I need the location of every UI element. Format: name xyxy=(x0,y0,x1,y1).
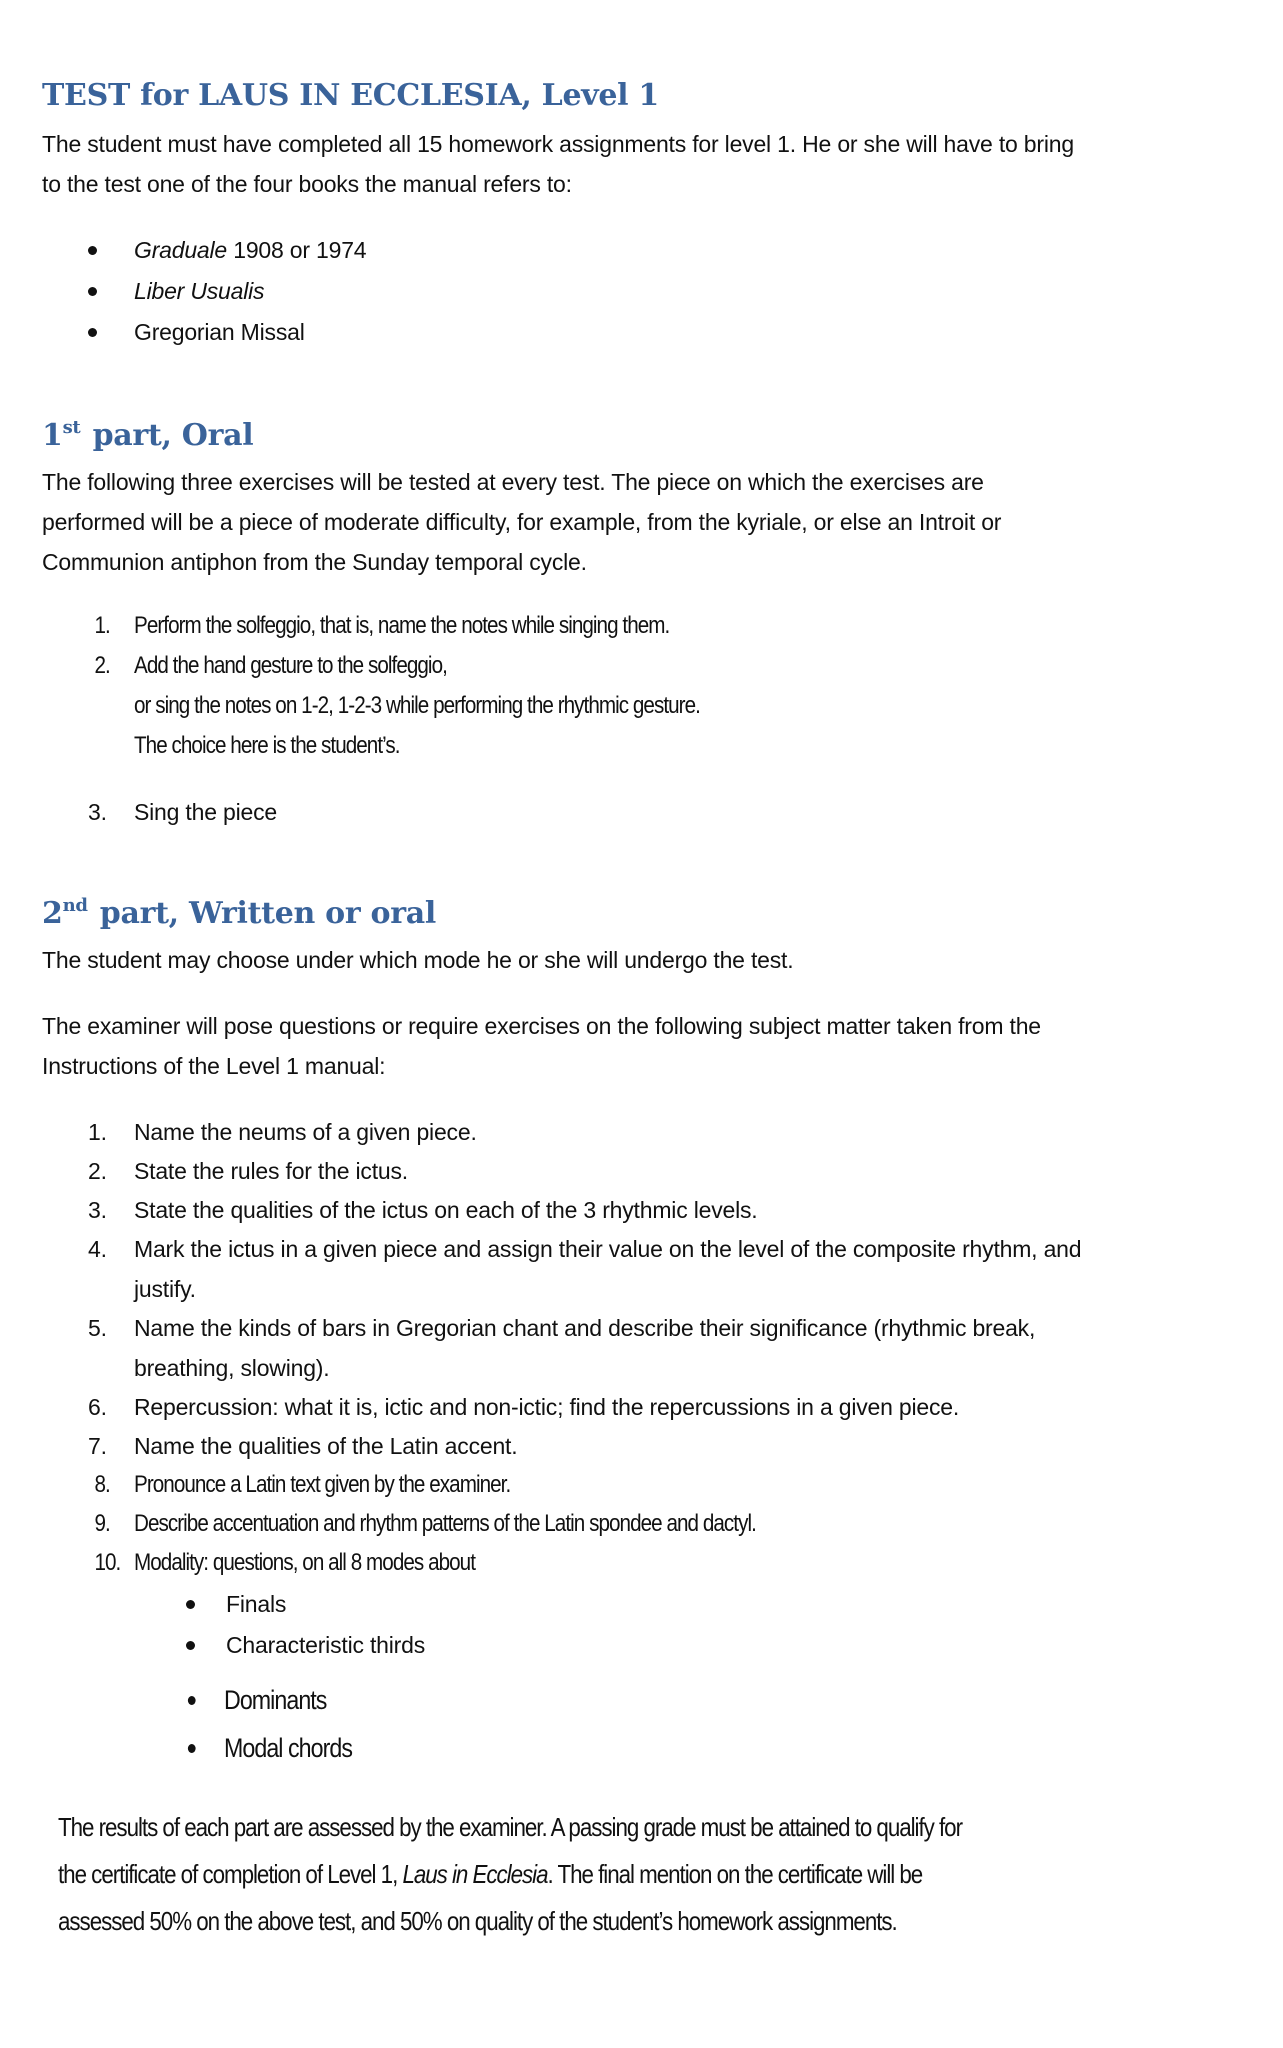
part2-mode-line: The student may choose under which mode he or she will undergo the test. xyxy=(42,947,794,973)
modality-topic-text: Finals xyxy=(226,1591,287,1617)
bullet-icon xyxy=(186,1641,195,1650)
question-number: 7. xyxy=(88,1433,107,1459)
closing-line: assessed 50% on the above test, and 50% on quality of the student’s homework assignments. xyxy=(58,1906,897,1936)
part1-heading xyxy=(42,418,253,454)
part1-heading-ordinal: st xyxy=(62,417,81,438)
book-title-italic: Graduale xyxy=(134,237,228,263)
program-name-italic: Laus in Ecclesia xyxy=(402,1859,548,1889)
question-number: 4. xyxy=(88,1236,107,1262)
book-list-item xyxy=(134,312,305,352)
part2-heading-text: part, Written or oral xyxy=(89,896,436,931)
exercise-number: 1. xyxy=(94,612,110,639)
bullet-icon xyxy=(88,246,97,255)
question-text: Name the neums of a given piece. xyxy=(134,1119,477,1145)
bullet-icon xyxy=(186,1600,195,1609)
question-item xyxy=(88,1112,477,1152)
question-number: 10. xyxy=(94,1549,121,1576)
bullet-icon xyxy=(88,287,97,296)
question-text: State the qualities of the ictus on each of the 3 rhythmic levels. xyxy=(134,1197,758,1223)
question-text: Mark the ictus in a given piece and assign their value on the level of the composite rhythm, and xyxy=(134,1236,1082,1262)
question-item xyxy=(94,1465,511,1505)
book-title-italic: Liber Usualis xyxy=(134,278,265,304)
question-item xyxy=(88,1151,408,1191)
bullet-icon xyxy=(88,328,97,337)
modality-topic-text: Modal chords xyxy=(224,1733,353,1763)
closing-line xyxy=(58,1851,962,1898)
question-number: 6. xyxy=(88,1394,107,1420)
part2-examiner-paragraph xyxy=(42,1006,1252,1086)
exercise-number: 3. xyxy=(88,799,107,825)
question-item xyxy=(94,1543,475,1583)
closing-text: the certificate of completion of Level 1, xyxy=(58,1859,403,1889)
part1-description-line: Communion antiphon from the Sunday temporal cycle. xyxy=(42,549,587,575)
question-text: breathing, slowing). xyxy=(134,1355,330,1381)
question-item xyxy=(88,1229,1082,1309)
question-text: Name the qualities of the Latin accent. xyxy=(134,1433,518,1459)
bullet-icon xyxy=(188,1696,196,1705)
exercise-text: or sing the notes on 1-2, 1-2-3 while performing the rhythmic gesture. xyxy=(134,692,700,719)
modality-topic-item xyxy=(226,1625,425,1665)
question-item xyxy=(94,1504,756,1544)
part2-heading-number: 2 xyxy=(42,896,63,931)
closing-paragraph xyxy=(58,1804,962,1945)
exercise-item xyxy=(88,792,277,832)
part2-mode-paragraph xyxy=(42,940,1252,980)
question-number: 3. xyxy=(88,1197,107,1223)
question-number: 5. xyxy=(88,1315,107,1341)
exercise-text: The choice here is the student’s. xyxy=(134,732,400,759)
document-title: TEST for LAUS IN ECCLESIA, Level 1 xyxy=(42,78,659,113)
question-text: Describe accentuation and rhythm patterns of the Latin spondee and dactyl. xyxy=(134,1510,756,1537)
part2-heading xyxy=(42,896,436,932)
examiner-line: The examiner will pose questions or require exercises on the following subject matter taken from the xyxy=(42,1013,1041,1039)
bullet-icon xyxy=(188,1744,196,1753)
question-number: 1. xyxy=(88,1119,107,1145)
question-number: 2. xyxy=(88,1158,107,1184)
intro-line: to the test one of the four books the manual refers to: xyxy=(42,171,572,197)
part1-heading-number: 1 xyxy=(42,418,63,453)
modality-topic-item xyxy=(224,1728,352,1768)
part1-description-line: performed will be a piece of moderate difficulty, for example, from the kyriale, or else an Introit or xyxy=(42,509,1002,535)
modality-topic-item xyxy=(226,1584,286,1624)
question-item xyxy=(88,1190,758,1230)
exercise-number: 2. xyxy=(94,652,110,679)
part2-heading-ordinal: nd xyxy=(62,895,88,916)
modality-topic-text: Characteristic thirds xyxy=(226,1632,426,1658)
intro-line: The student must have completed all 15 homework assignments for level 1. He or she will have to bring xyxy=(42,131,1074,157)
question-number: 8. xyxy=(94,1471,110,1498)
question-text: justify. xyxy=(134,1276,196,1302)
exercise-item xyxy=(94,606,670,646)
modality-topic-text: Dominants xyxy=(224,1685,327,1715)
closing-text: . The final mention on the certificate will be xyxy=(547,1859,923,1889)
question-text: Name the kinds of bars in Gregorian chant and describe their significance (rhythmic break, xyxy=(134,1315,1036,1341)
book-list-item xyxy=(134,271,264,311)
closing-line: The results of each part are assessed by the examiner. A passing grade must be attained to qualify for xyxy=(58,1812,963,1842)
part1-description xyxy=(42,462,1252,582)
exercise-item xyxy=(94,646,700,766)
intro-paragraph xyxy=(42,124,1252,204)
exercise-text: Perform the solfeggio, that is, name the notes while singing them. xyxy=(134,612,670,639)
book-list-item xyxy=(134,230,366,270)
exercise-text: Add the hand gesture to the solfeggio, xyxy=(134,652,447,679)
question-text: Pronounce a Latin text given by the examiner. xyxy=(134,1471,511,1498)
question-text: State the rules for the ictus. xyxy=(134,1158,408,1184)
question-number: 9. xyxy=(94,1510,110,1537)
book-title-plain: 1908 or 1974 xyxy=(227,237,367,263)
part1-description-line: The following three exercises will be tested at every test. The piece on which the exercises are xyxy=(42,469,984,495)
question-item xyxy=(88,1426,518,1466)
question-text: Modality: questions, on all 8 modes about xyxy=(134,1549,475,1576)
question-item xyxy=(88,1308,1036,1388)
modality-topic-item xyxy=(224,1680,326,1720)
examiner-line: Instructions of the Level 1 manual: xyxy=(42,1053,386,1079)
question-text: Repercussion: what it is, ictic and non-ictic; find the repercussions in a given piece. xyxy=(134,1394,960,1420)
part1-heading-text: part, Oral xyxy=(82,418,254,453)
question-item xyxy=(88,1387,960,1427)
exercise-text: Sing the piece xyxy=(134,799,277,825)
book-title-plain: Gregorian Missal xyxy=(134,319,305,345)
